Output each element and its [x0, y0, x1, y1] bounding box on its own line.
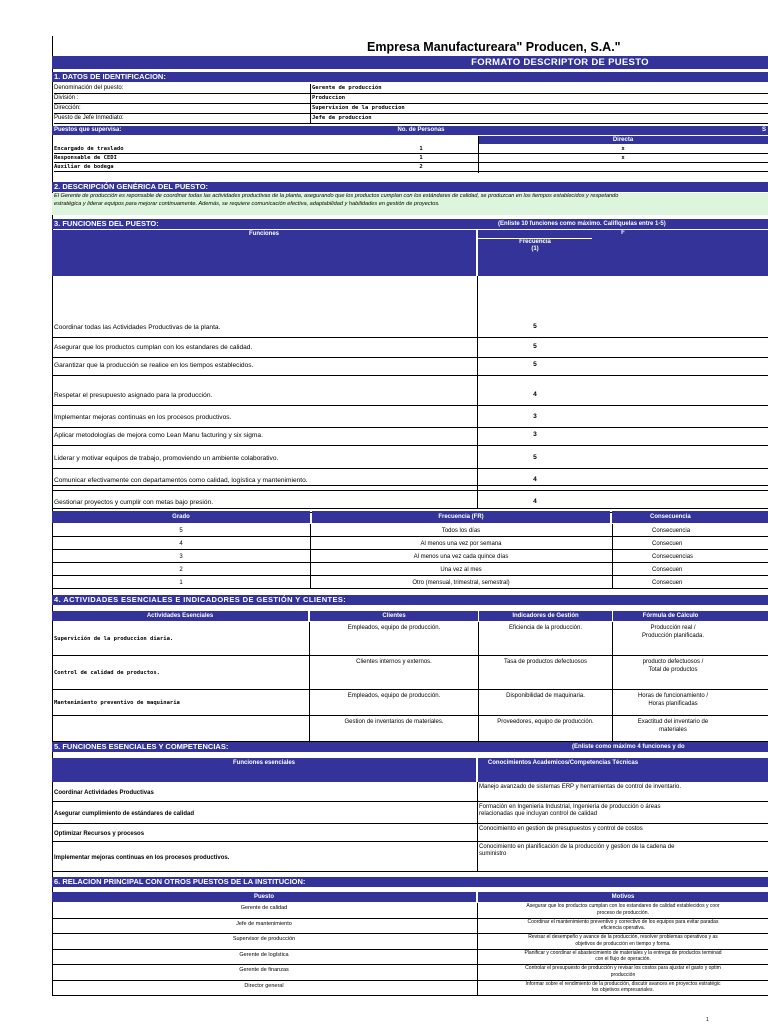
motivos-header: Motivos: [478, 892, 768, 902]
relacion-puesto: Gerente de calidad: [240, 905, 288, 911]
funcion-frecuencia: 5: [533, 361, 537, 368]
page-number: 1: [706, 1017, 709, 1023]
funcion-frecuencia: 5: [533, 343, 537, 350]
section-1-title: 1. DATOS DE IDENTIFICACION:: [52, 72, 768, 82]
actividad-formula-2: Total de productos: [648, 667, 698, 673]
act-divider: [478, 622, 479, 742]
supervisa-header: Puestos que supervisa:: [52, 126, 364, 135]
supervisado-directa: x: [478, 154, 768, 163]
section-2-title: 2. DESCRIPCIÓN GENÉRICA DEL PUESTO:: [52, 182, 768, 192]
funcion-row-line: [52, 375, 768, 376]
section-6-title: 6. RELACION PRINCIPAL CON OTROS PUESTOS DE LA INSTITUCION:: [52, 877, 768, 887]
actividad-formula-2: materiales: [659, 727, 687, 733]
funcion-esencial-row-line: [52, 841, 768, 842]
company-title: Empresa Manufactureara" Producen, S.A.": [367, 40, 621, 54]
competencia-linea-2: relacionadas que incluyan control de calidad: [479, 811, 598, 817]
funcion-esencial-row-line: [52, 801, 768, 802]
id-value: Supervision de la produccion: [312, 104, 768, 114]
actividad-esencial: [54, 725, 308, 734]
relacion-motivo-1: Informar sobre el rendimiento de la producción, discutir avances en proyectos estratégic: [525, 980, 721, 987]
act-divider: [309, 622, 310, 742]
grado-value: 1: [52, 576, 310, 589]
relacion-motivo-1: Asegurar que los productos cumplan con los estandares de calidad establecidos y coor: [526, 903, 720, 909]
directa-header: Directa: [478, 136, 768, 144]
relacion-motivo-1: Planificar y coordinar el abastecimiento de materiales y la entrega de productos terminad: [524, 949, 722, 956]
grado-value: 5: [52, 524, 310, 537]
competencia-linea-1: Conocimiento en planificación de la producción y gestion de la cadena de: [479, 844, 675, 850]
supervisado-personas: 1: [364, 145, 478, 154]
funcion-text: Asegurar que los productos cumplan con los estandares de calidad.: [54, 344, 253, 351]
description-line-2: estratégica y liderar equipos para mejorar continuamente. Además, se requiere comunicación efectiva, adaptabilidad y habilidades en gestión de proyectos.: [54, 200, 440, 207]
grado-frecuencia: Al menos una vez cada quince días: [310, 550, 612, 563]
actividad-cliente: Empleados, equipo de producción.: [347, 693, 441, 699]
form-title: FORMATO DESCRIPTOR DE PUESTO: [52, 56, 768, 69]
frecuencia-header-cell: [478, 230, 768, 276]
funcion-row-line: [52, 490, 768, 491]
funcion-esencial-row-line: [52, 823, 768, 824]
actividad-row-line: [52, 655, 768, 656]
actividad-esencial: Control de calidad de productos.: [54, 670, 160, 676]
competencia-linea-2: suministro: [479, 851, 507, 857]
actividad-indicador: Eficiencia de la producción.: [508, 625, 583, 631]
funcion-frecuencia: 3: [533, 413, 537, 420]
section-4-title: 4. ACTIVIDADES ESENCIALES E INDICADORES DE GESTIÓN Y CLIENTES:: [52, 595, 768, 605]
actividad-indicador: Proveedores, equipo de producción.: [497, 719, 594, 725]
empty-row-line: [52, 508, 768, 509]
description-line-1: El Gerente de producción es reponsable de coordinar todas las actividades productivas de la planta, asegurando que los productos cumplan con los estándares de calidad, se produzcan en los tiempos establecidos y respetando: [54, 193, 619, 199]
indicadores-header: Indicadores de Gestión: [479, 611, 612, 621]
funcion-text: Aplicar metodologías de mejora como Lean Manu facturing y six sigma.: [54, 432, 263, 439]
id-value: Gerente de producción: [312, 84, 768, 94]
supervisado-puesto: Auxiliar de bodega: [54, 163, 364, 172]
funcion-esencial: Optimizar Recursos y procesos: [54, 831, 145, 837]
relacion-puesto: Supervisor de producción: [232, 936, 296, 942]
section-5-note: (Enliste como máximo 4 funciones y do: [572, 744, 685, 750]
actividad-esencial: Mantenimiento preventivo de maquinaria: [54, 700, 180, 706]
supervisado-directa: [478, 163, 768, 172]
actividad-formula-1: Exactitud del inventario de: [637, 719, 709, 725]
puesto-header: Puesto: [52, 892, 476, 902]
funcion-row-line: [52, 427, 768, 428]
relacion-motivo-1: Controlar el presupuesto de producción y revisar los costos para ajustar el gasto y optim: [525, 965, 721, 971]
grado-frecuencia: Todos los días: [310, 524, 612, 537]
actividad-indicador: Tasa de productos defectuosos: [503, 659, 588, 665]
actividad-cliente: Empleados, equipo de producción.: [347, 625, 441, 631]
actividad-esencial: Supervición de la produccion diaria.: [54, 636, 174, 642]
relacion-motivo-2: producción: [610, 971, 636, 978]
relacion-motivo-2: objetivos de producción en tiempo y forma.: [575, 940, 671, 947]
competencia-linea-2: [479, 790, 768, 798]
frecuencia-sub-header: (1): [531, 246, 539, 252]
actividad-row-line: [52, 689, 768, 690]
s-header: S: [478, 126, 768, 135]
funcion-frecuencia: 5: [533, 454, 537, 461]
funcion-row-line: [52, 337, 768, 338]
funcion-text: Garantizar que la producción se realice en los tiempos establecidos.: [54, 362, 254, 369]
fe-divider: [477, 782, 478, 872]
grado-consecuencia: Consecuencia: [612, 524, 768, 537]
actividades-header: Actividades Esenciales: [52, 611, 308, 621]
grado-value: 4: [52, 537, 310, 550]
relacion-puesto: Jefe de mantenimiento: [236, 920, 292, 927]
funcion-text: Respetar el presupuesto asignado para la producción.: [54, 392, 213, 399]
id-label: Dirección:: [54, 104, 312, 114]
grado-header: Grado: [52, 511, 310, 523]
clientes-header: Clientes: [310, 611, 478, 621]
grado-frecuencia: Una vez al mes: [310, 563, 612, 576]
description-box: [52, 193, 768, 215]
funcion-row-line: [52, 445, 768, 446]
actividad-indicador: Disponibilidad de maquinaria.: [506, 693, 585, 699]
relacion-motivo-2: con el flujo de operación.: [595, 956, 651, 962]
actividad-formula-1: Producción real /: [650, 625, 696, 631]
funcion-row-line: [52, 357, 768, 358]
id-value: Jefe de produccion: [312, 114, 768, 124]
relacion-puesto: Director general: [244, 982, 284, 989]
id-label: Denominación del puesto:: [54, 84, 312, 94]
actividad-row-line: [52, 715, 768, 716]
section-5-title: [52, 742, 768, 752]
fr-header: Frecuencia (FR): [312, 511, 610, 523]
competencia-linea-1: Conocimiento en gestion de presupuestos y control de costos: [479, 826, 643, 832]
id-value: Produccion: [312, 94, 768, 104]
grado-consecuencia: Consecuen: [612, 537, 768, 550]
act-divider: [612, 622, 613, 742]
actividad-cliente: Clientes internos y externos.: [356, 659, 432, 665]
supervisado-directa: x: [478, 145, 768, 154]
relacion-row-line: [52, 995, 768, 996]
funcion-frecuencia: 4: [533, 391, 537, 398]
consecuencia-header: Consecuencia: [612, 511, 768, 523]
funcion-text: Implementar mejoras continuas en los procesos productivos.: [54, 414, 232, 421]
funcion-row-line: [52, 405, 768, 406]
actividad-formula-2: Producción planificada.: [641, 633, 705, 639]
funcion-row-line: [52, 468, 768, 469]
f-header: F: [621, 230, 625, 236]
frecuencia-header: Frecuencia: [519, 238, 551, 245]
grado-value: 2: [52, 563, 310, 576]
funcion-esencial: Asegurar cumplimiento de estándares de calidad: [54, 811, 195, 817]
sup-divider: [478, 136, 479, 173]
funcion-frecuencia: 5: [533, 323, 537, 330]
supervisado-personas: 1: [364, 154, 478, 163]
relacion-motivo-2: proceso de producción.: [597, 909, 649, 916]
grado-frecuencia: Al menos una vez por semana: [310, 537, 612, 550]
grado-frecuencia: Otro (mensual, trimestral, semestral): [310, 576, 612, 589]
actividad-formula-1: Horas de funcionamiento /: [637, 693, 709, 699]
funciones-esenciales-header: Funciones esenciales: [52, 758, 476, 782]
rel-divider: [477, 903, 478, 996]
formula-header: Fórmula de Cálculo: [613, 611, 768, 621]
personas-header: No. de Personas: [364, 126, 478, 135]
empty-row-line: [52, 485, 768, 486]
relacion-puesto: Gerente de logística: [239, 951, 289, 958]
grado-value: 3: [52, 550, 310, 563]
id-divider: [310, 84, 311, 124]
supervisado-personas: 2: [364, 163, 478, 172]
actividad-cliente: Gestion de inventarios de materiales.: [344, 719, 444, 725]
funcion-frecuencia: 4: [533, 476, 537, 483]
funciones-divider: [477, 276, 478, 509]
relacion-motivo-1: Revisar el desempeño y avance de la producción, resolver problemas operativos y as: [528, 934, 718, 940]
grado-divider: [310, 524, 311, 589]
funcion-text: Comunicar efectivamente con departamentos como calidad, logística y mantenimiento.: [54, 477, 308, 484]
grado-consecuencia: Consecuen: [612, 563, 768, 576]
funcion-esencial: Coordinar Actividades Productivas: [54, 790, 154, 796]
actividad-formula-2: Horas planificadas: [648, 701, 698, 707]
supervisado-puesto: Responsable de CEDI: [54, 154, 364, 163]
id-label: Puesto de Jefe Inmediato:: [54, 114, 312, 124]
relacion-motivo-2: los objetivos empresariales.: [592, 987, 654, 993]
supervisado-puesto: Encargado de traslado: [54, 145, 364, 154]
relacion-motivo-2: eficiencia operativa.: [600, 925, 646, 931]
funcion-text: Liderar y motivar equipos de trabajo, promoviendo un ambiente colaborativo.: [54, 455, 279, 462]
grado-consecuencia: Consecuencias: [612, 550, 768, 563]
funcion-frecuencia: 4: [533, 498, 537, 505]
funcion-esencial-row-line: [52, 871, 768, 872]
relacion-motivo-1: Coordinar el mantenimiento preventivo y correctivo de los equipos para evitar paradas: [527, 918, 719, 925]
grado-divider: [612, 524, 613, 589]
actividad-formula-1: producto defectuosos /: [642, 659, 704, 665]
funcion-text: Coordinar todas las Actividades Productivas de la planta.: [54, 324, 221, 331]
conocimientos-header: Conocimientos Academicos/Competencias Técnicas: [478, 758, 768, 782]
funcion-frecuencia: 3: [533, 431, 537, 438]
id-label: División :: [54, 94, 312, 104]
competencia-linea-1: Manejo avanzado de sistemas ERP y herramientas de control de inventario.: [479, 784, 681, 790]
section-3-title: [52, 219, 768, 229]
section-3-label: 3. FUNCIONES DEL PUESTO:: [54, 219, 159, 228]
funcion-esencial: Implementar mejoras continuas en los procesos productivos.: [54, 855, 230, 861]
relacion-puesto: Gerente de finanzas: [239, 967, 289, 973]
section-3-note: (Enliste 10 funciones como máximo. Califiquelas entre 1-5): [498, 221, 666, 227]
funciones-header: Funciones: [248, 231, 279, 237]
funciones-header-cell: [52, 230, 476, 276]
section-5-label: 5. FUNCIONES ESENCIALES Y COMPETENCIAS:: [54, 742, 229, 751]
competencia-linea-1: Formación en Ingenieria Industrial, Ingenieria de producción o áreas: [479, 804, 661, 810]
grado-consecuencia: Consecuen: [612, 576, 768, 589]
funcion-text: Gestionar proyectos y cumplir con metas bajo presión.: [54, 499, 214, 506]
competencia-linea-2: [479, 832, 768, 840]
